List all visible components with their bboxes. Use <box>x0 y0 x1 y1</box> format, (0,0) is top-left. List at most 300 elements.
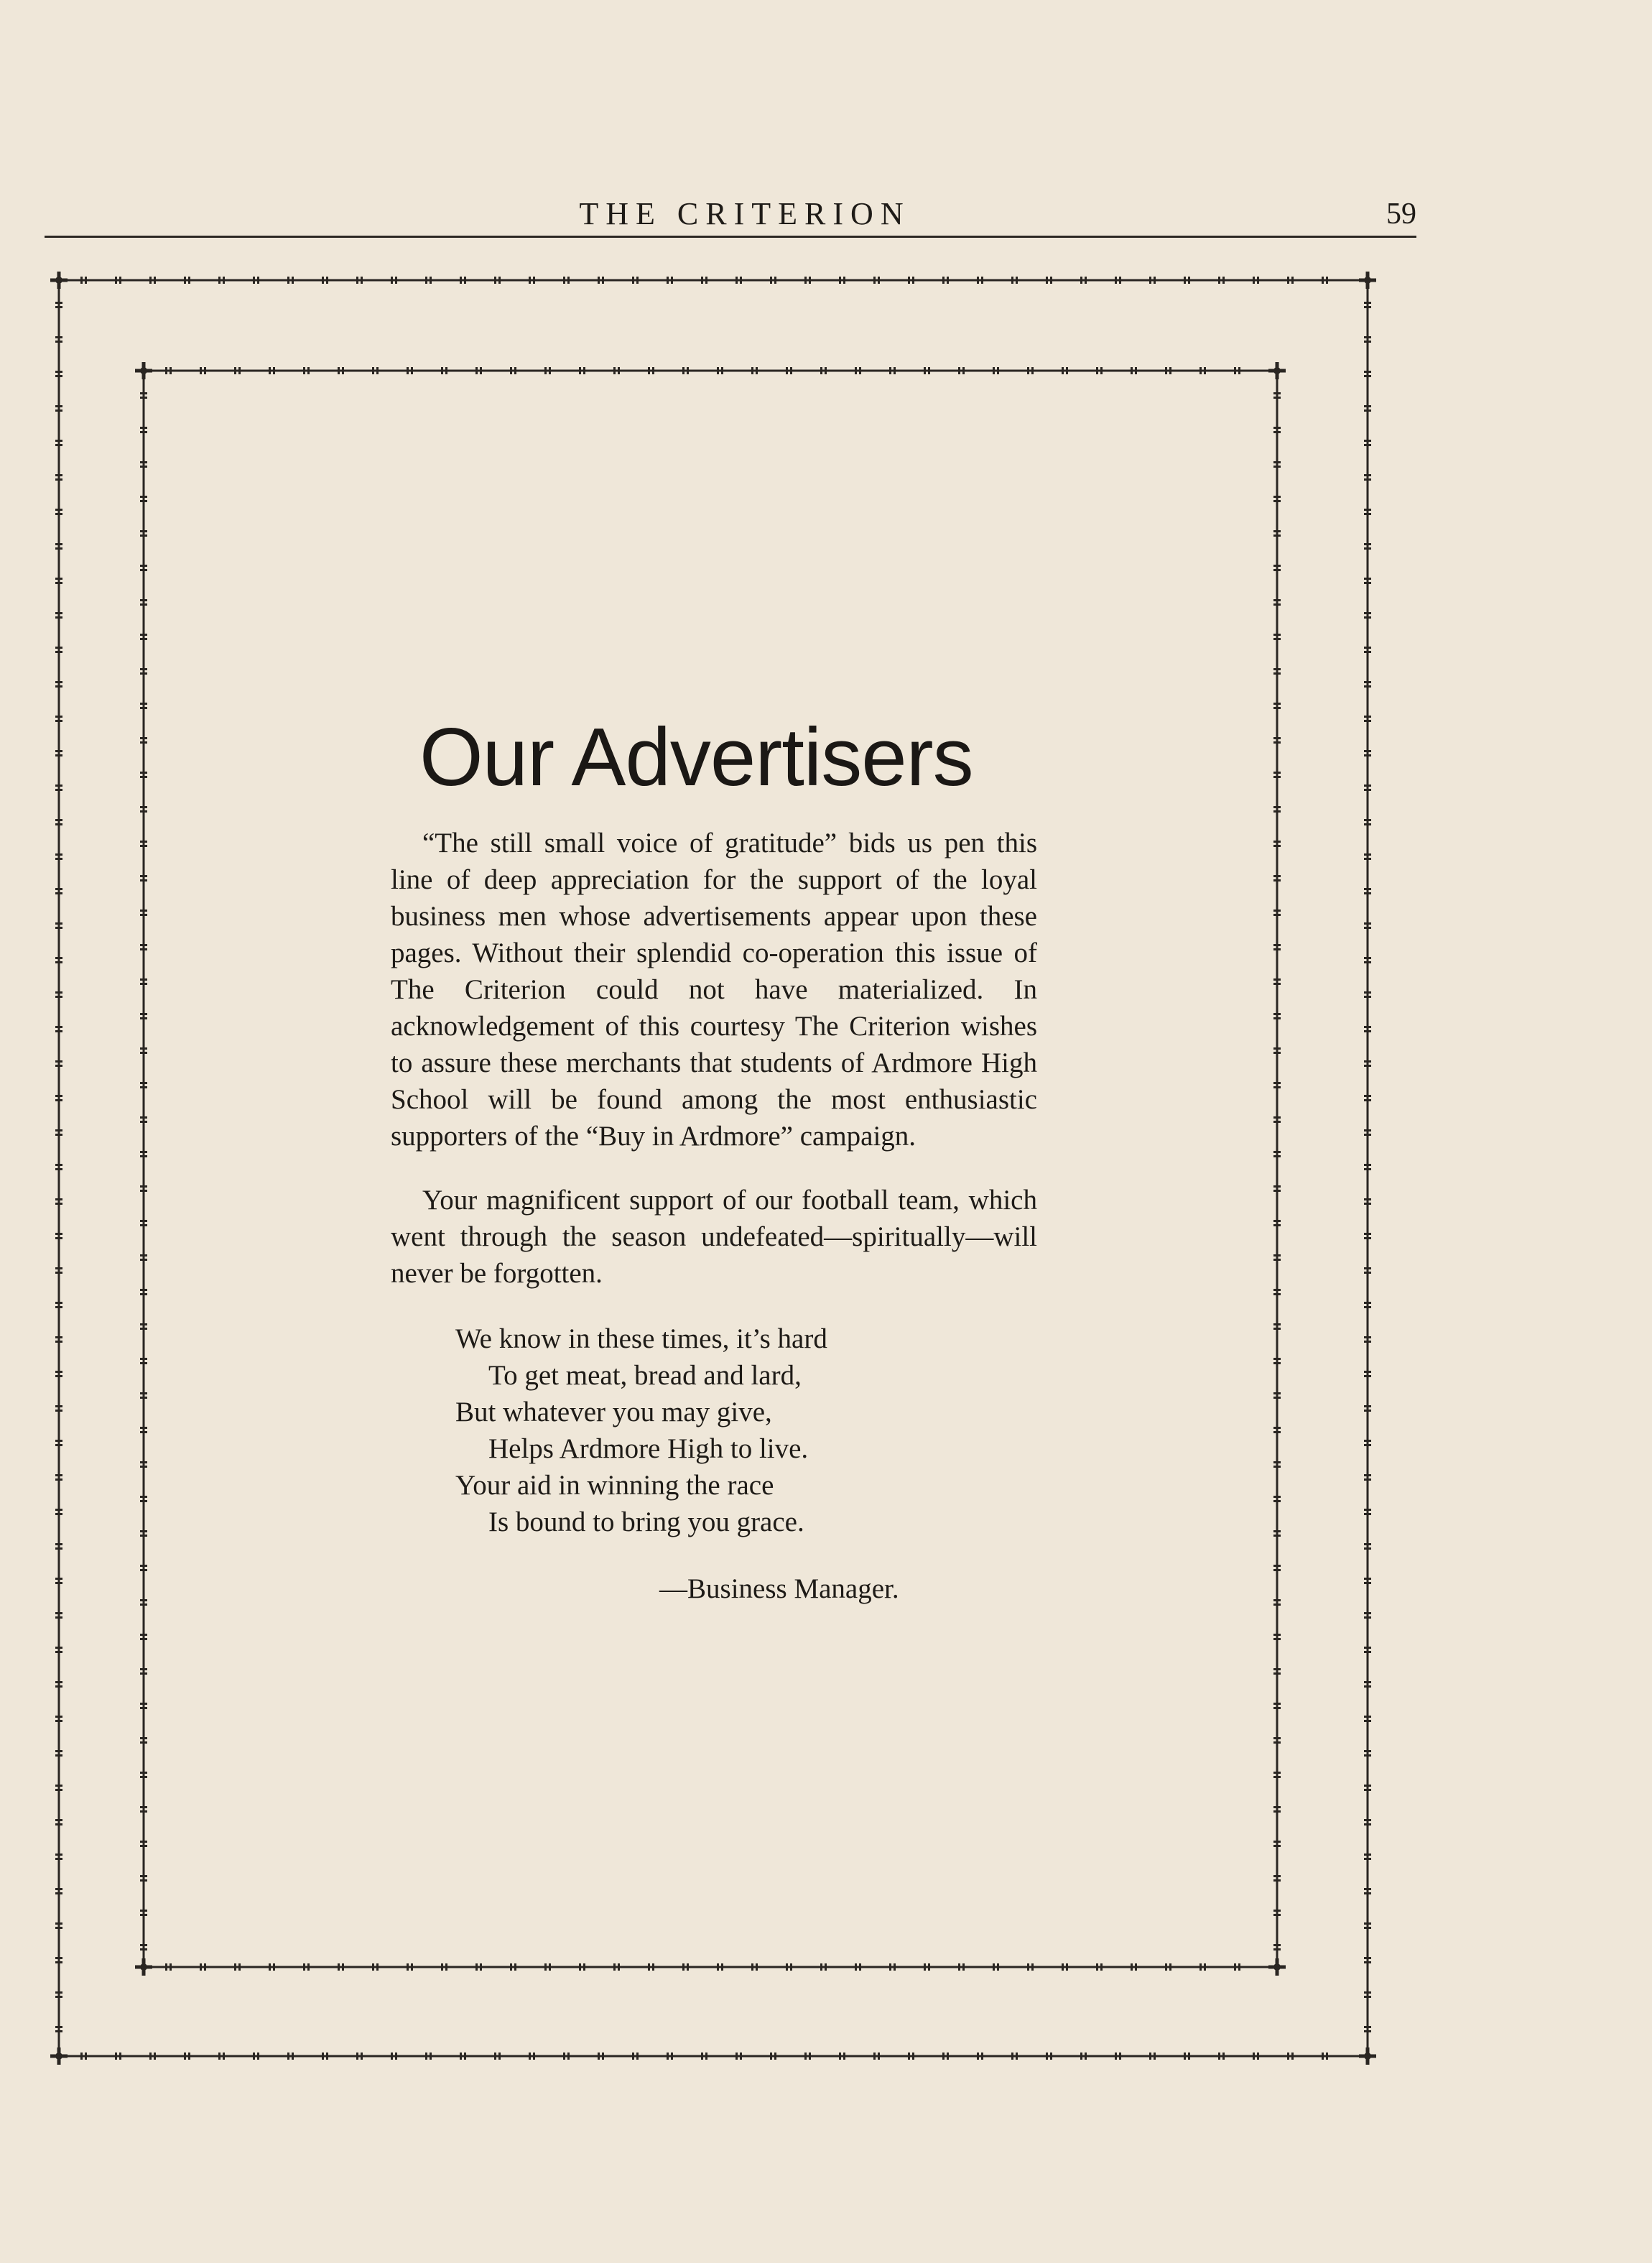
border-ornament-mark <box>1364 1405 1371 1407</box>
border-ornament-mark <box>1273 672 1281 675</box>
border-ornament-mark <box>1364 681 1371 683</box>
border-ornament-mark <box>1016 277 1018 284</box>
border-ornament-mark <box>1364 647 1371 649</box>
border-ornament-mark <box>1273 1431 1281 1433</box>
border-ornament-mark <box>947 2053 949 2060</box>
border-ornament-mark <box>855 1963 857 1971</box>
border-ornament-mark <box>1204 1963 1206 1971</box>
border-ornament-mark <box>1364 306 1371 308</box>
border-ornament-mark <box>1364 277 1371 284</box>
advertisers-note <box>391 704 1037 1607</box>
border-ornament-mark <box>307 367 310 374</box>
border-ornament-mark <box>1273 1397 1281 1399</box>
border-ornament-mark <box>997 367 999 374</box>
border-ornament-mark <box>1322 2053 1324 2060</box>
border-ornament-mark <box>204 1963 206 1971</box>
border-ornament-mark <box>55 547 62 550</box>
border-ornament-mark <box>1364 1961 1371 1963</box>
border-ornament-mark <box>372 1963 374 1971</box>
border-ornament-mark <box>1364 819 1371 821</box>
border-ornament-mark <box>1199 1963 1202 1971</box>
border-ornament-mark <box>889 1963 891 1971</box>
border-ornament-mark <box>1364 1854 1371 1856</box>
border-ornament-mark <box>55 1095 62 1097</box>
border-ornament-mark <box>1204 367 1206 374</box>
border-ornament-mark <box>1273 910 1281 912</box>
border-ornament-mark <box>1273 944 1281 946</box>
border-ornament-mark <box>55 1957 62 1959</box>
border-ornament-mark <box>140 461 147 463</box>
border-ornament-mark <box>140 1599 147 1601</box>
border-ornament-mark <box>140 1569 147 1571</box>
poem-line: Helps Ardmore High to live. <box>488 1433 809 1464</box>
border-ornament-mark <box>1273 565 1281 567</box>
border-ornament-mark <box>1154 277 1156 284</box>
border-ornament-mark <box>55 444 62 446</box>
border-ornament-mark <box>652 367 654 374</box>
border-ornament-mark <box>1273 1358 1281 1360</box>
border-ornament-mark <box>1364 1272 1371 1274</box>
border-ornament-mark <box>894 1963 896 1971</box>
border-ornament-mark <box>1011 2053 1013 2060</box>
border-ornament-mark <box>1364 1819 1371 1821</box>
border-ornament-mark <box>705 2053 707 2060</box>
border-ornament-mark <box>480 1963 482 1971</box>
border-ornament-mark <box>307 1963 310 1971</box>
border-ornament-mark <box>1364 1336 1371 1338</box>
border-ornament-mark <box>1273 367 1281 374</box>
border-ornament-mark <box>1364 1858 1371 1860</box>
border-ornament-mark <box>1096 1963 1098 1971</box>
border-ornament-mark <box>1273 841 1281 843</box>
border-ornament-mark <box>165 1963 167 1971</box>
border-ornament-mark <box>55 819 62 821</box>
border-ornament-mark <box>820 367 822 374</box>
border-ornament-mark <box>894 367 896 374</box>
border-ornament-mark <box>140 603 147 606</box>
border-ornament-mark <box>1364 1888 1371 1890</box>
border-ornament-mark <box>529 2053 531 2060</box>
border-ornament-mark <box>55 647 62 649</box>
border-ornament-mark <box>55 1371 62 1373</box>
border-ornament-mark <box>1273 1017 1281 1019</box>
border-ornament-mark <box>140 1737 147 1739</box>
border-ornament-mark <box>1287 277 1289 284</box>
border-ornament-mark <box>1080 277 1082 284</box>
border-ornament-mark <box>140 1121 147 1123</box>
border-ornament-mark <box>756 367 758 374</box>
border-ornament-mark <box>1322 277 1324 284</box>
border-ornament-mark <box>1364 991 1371 994</box>
border-ornament-mark <box>1364 2026 1371 2028</box>
border-ornament-mark <box>579 367 581 374</box>
border-ornament-mark <box>1273 1254 1281 1257</box>
border-ornament-mark <box>1364 478 1371 481</box>
border-ornament-mark <box>269 1963 271 1971</box>
border-ornament-mark <box>55 1647 62 1649</box>
border-ornament-mark <box>1131 1963 1133 1971</box>
border-ornament-mark <box>55 1543 62 1545</box>
border-ornament-mark <box>441 367 443 374</box>
border-ornament-mark <box>1273 741 1281 744</box>
header-rule <box>45 236 1416 238</box>
border-ornament-mark <box>55 1996 62 1998</box>
border-ornament-mark <box>55 1203 62 1205</box>
border-ornament-mark <box>701 2053 703 2060</box>
border-ornament-mark <box>1273 1328 1281 1330</box>
border-ornament-mark <box>55 1789 62 1791</box>
border-ornament-mark <box>140 845 147 847</box>
border-ornament-mark <box>1154 2053 1156 2060</box>
border-ornament-mark <box>529 277 531 284</box>
border-ornament-mark <box>55 1306 62 1308</box>
border-ornament-mark <box>140 1086 147 1088</box>
border-ornament-mark <box>55 1405 62 1407</box>
border-ornament-mark <box>1273 1323 1281 1325</box>
border-ornament-mark <box>1364 720 1371 722</box>
border-ornament-mark <box>1188 2053 1190 2060</box>
border-ornament-mark <box>1238 1963 1240 1971</box>
border-ornament-mark <box>602 2053 604 2060</box>
border-ornament-mark <box>55 1754 62 1757</box>
border-ornament-mark <box>80 277 83 284</box>
border-ornament-mark <box>1273 1565 1281 1567</box>
border-ornament-mark <box>1273 1190 1281 1192</box>
border-ornament-mark <box>140 1293 147 1295</box>
border-ornament-mark <box>273 1963 275 1971</box>
border-ornament-mark <box>234 367 236 374</box>
border-ornament-mark <box>1364 1582 1371 1584</box>
border-ornament-mark <box>1085 277 1087 284</box>
border-ornament-mark <box>55 1716 62 1718</box>
border-ornament-mark <box>218 277 221 284</box>
border-ornament-mark <box>1364 1612 1371 1614</box>
border-ornament-mark <box>480 367 482 374</box>
border-ornament-mark <box>55 1444 62 1446</box>
border-ornament-mark <box>407 367 409 374</box>
border-ornament-mark <box>579 1963 581 1971</box>
border-ornament-mark <box>1364 1478 1371 1481</box>
border-ornament-mark <box>1364 1651 1371 1653</box>
border-ornament-mark <box>1046 277 1048 284</box>
border-ornament-mark <box>391 277 393 284</box>
border-ornament-mark <box>1234 1963 1236 1971</box>
border-ornament-mark <box>1027 1963 1029 1971</box>
border-ornament-mark <box>1273 1910 1281 1912</box>
border-ornament-mark <box>1273 530 1281 532</box>
border-ornament-mark <box>140 1776 147 1778</box>
border-ornament-mark <box>140 1741 147 1744</box>
border-ornament-mark <box>140 1082 147 1084</box>
border-ornament-mark <box>1273 392 1281 394</box>
border-ornament-mark <box>1100 1963 1103 1971</box>
border-ornament-mark <box>326 277 328 284</box>
border-ornament-mark <box>1364 1547 1371 1550</box>
border-ornament-mark <box>740 2053 742 2060</box>
border-ornament-mark <box>55 823 62 825</box>
border-ornament-mark <box>632 277 634 284</box>
border-ornament-mark <box>55 341 62 343</box>
border-ornament-mark <box>55 716 62 718</box>
border-ornament-mark <box>55 1547 62 1550</box>
border-ornament-mark <box>735 277 738 284</box>
border-ornament-mark <box>475 367 478 374</box>
border-ornament-mark <box>717 367 719 374</box>
border-ornament-mark <box>200 1963 202 1971</box>
border-ornament-mark <box>55 1237 62 1239</box>
border-ornament-mark <box>1273 534 1281 537</box>
paragraph-gratitude: “The still small voice of gratitude” bids us pen this line of deep appreciation for the support of the loyal business men whose advertisements appear upon these pages. Without their splendid co-operation this issue of The Criterion could not have materialized. In acknowledgement of this courtesy The Criterion wishes to assure these merchants that students of Ardmore High School will be found among the most enthusiastic supporters of the “Buy in Ardmore” campaign. <box>391 828 1037 1152</box>
border-ornament-mark <box>322 2053 324 2060</box>
border-ornament-mark <box>154 277 156 284</box>
border-ornament-mark <box>1273 1703 1281 1705</box>
border-ornament-mark <box>55 957 62 959</box>
border-ornament-mark <box>55 1685 62 1688</box>
border-ornament-mark <box>1273 1293 1281 1295</box>
border-ornament-mark <box>618 367 620 374</box>
border-ornament-mark <box>55 1410 62 1412</box>
border-ornament-mark <box>1169 367 1171 374</box>
border-ornament-mark <box>55 2030 62 2032</box>
border-ornament-mark <box>1273 1875 1281 1877</box>
border-ornament-mark <box>140 776 147 778</box>
border-ornament-mark <box>1273 1116 1281 1119</box>
border-ornament-mark <box>460 2053 462 2060</box>
border-ornament-mark <box>55 1336 62 1338</box>
border-ornament-mark <box>1273 1013 1281 1015</box>
border-ornament-mark <box>1364 440 1371 442</box>
border-ornament-mark <box>140 565 147 567</box>
border-ornament-mark <box>1364 750 1371 752</box>
border-ornament-mark <box>170 1963 172 1971</box>
border-ornament-mark <box>1031 367 1034 374</box>
border-ornament-mark <box>809 2053 811 2060</box>
border-ornament-mark <box>1364 1341 1371 1343</box>
border-ornament-mark <box>1364 1754 1371 1757</box>
border-ornament-mark <box>55 754 62 756</box>
border-ornament-mark <box>188 2053 190 2060</box>
border-ornament-mark <box>1273 1603 1281 1606</box>
border-ornament-mark <box>1273 1944 1281 1946</box>
border-ornament-mark <box>671 277 673 284</box>
border-ornament-mark <box>667 277 669 284</box>
border-ornament-mark <box>1364 1306 1371 1308</box>
border-ornament-mark <box>544 367 547 374</box>
border-ornament-mark <box>1273 1841 1281 1843</box>
border-ornament-mark <box>636 2053 639 2060</box>
border-ornament-mark <box>464 2053 466 2060</box>
border-ornament-mark <box>55 1927 62 1929</box>
border-ornament-mark <box>140 1323 147 1325</box>
border-ornament-mark <box>1085 2053 1087 2060</box>
border-ornament-mark <box>687 1963 689 1971</box>
border-ornament-mark <box>326 2053 328 2060</box>
border-ornament-mark <box>1149 277 1151 284</box>
border-ornament-mark <box>55 616 62 619</box>
border-ornament-mark <box>1364 1789 1371 1791</box>
border-ornament-mark <box>1364 1095 1371 1097</box>
border-ornament-mark <box>1050 277 1052 284</box>
border-ornament-mark <box>1364 1616 1371 1619</box>
border-ornament-mark <box>1273 1879 1281 1882</box>
border-ornament-mark <box>140 1155 147 1157</box>
border-ornament-mark <box>55 1858 62 1860</box>
border-ornament-mark <box>140 841 147 843</box>
border-ornament-mark <box>55 474 62 476</box>
border-ornament-mark <box>223 277 225 284</box>
border-ornament-mark <box>140 1254 147 1257</box>
border-ornament-mark <box>751 1963 753 1971</box>
border-ornament-mark <box>567 2053 570 2060</box>
page-header <box>45 193 1416 241</box>
border-ornament-mark <box>322 277 324 284</box>
border-ornament-mark <box>55 578 62 580</box>
border-ornament-mark <box>1364 1440 1371 1442</box>
border-ornament-mark <box>1273 1638 1281 1640</box>
border-ornament-mark <box>1364 1065 1371 1067</box>
border-ornament-mark <box>1364 922 1371 925</box>
border-ornament-mark <box>140 427 147 429</box>
border-ornament-mark <box>721 367 723 374</box>
border-ornament-mark <box>1364 341 1371 343</box>
border-ornament-mark <box>1080 2053 1082 2060</box>
border-ornament-mark <box>140 875 147 877</box>
border-ornament-mark <box>1184 2053 1186 2060</box>
border-ornament-mark <box>55 1612 62 1614</box>
border-ornament-mark <box>1100 367 1103 374</box>
border-ornament-mark <box>292 2053 294 2060</box>
border-ornament-mark <box>55 1375 62 1377</box>
border-ornament-mark <box>55 858 62 860</box>
border-ornament-mark <box>1364 375 1371 377</box>
border-ornament-mark <box>55 375 62 377</box>
border-ornament-mark <box>140 500 147 502</box>
border-ornament-mark <box>55 513 62 515</box>
border-ornament-mark <box>1253 2053 1255 2060</box>
border-ornament-mark <box>859 367 861 374</box>
border-ornament-mark <box>682 367 685 374</box>
border-ornament-mark <box>1273 466 1281 468</box>
border-ornament-mark <box>1273 668 1281 670</box>
border-ornament-mark <box>740 277 742 284</box>
border-ornament-mark <box>55 1961 62 1963</box>
border-ornament-mark <box>361 277 363 284</box>
border-ornament-mark <box>1364 1375 1371 1377</box>
border-ornament-mark <box>908 277 910 284</box>
border-ornament-mark <box>55 371 62 373</box>
border-ornament-mark <box>1257 277 1259 284</box>
border-ornament-mark <box>140 1052 147 1054</box>
border-ornament-mark <box>494 277 496 284</box>
border-ornament-mark <box>55 612 62 614</box>
border-ornament-mark <box>1364 1681 1371 1683</box>
border-ornament-mark <box>1273 1224 1281 1226</box>
border-ornament-mark <box>140 1841 147 1843</box>
border-ornament-mark <box>140 1535 147 1537</box>
border-ornament-mark <box>549 1963 551 1971</box>
border-ornament-mark <box>1273 1634 1281 1636</box>
border-ornament-mark <box>1257 2053 1259 2060</box>
border-ornament-mark <box>790 1963 792 1971</box>
border-ornament-mark <box>218 2053 221 2060</box>
border-ornament-mark <box>735 2053 738 2060</box>
border-ornament-mark <box>55 1651 62 1653</box>
border-ornament-mark <box>1273 707 1281 709</box>
border-ornament-mark <box>1273 1737 1281 1739</box>
border-ornament-mark <box>140 1496 147 1498</box>
border-ornament-mark <box>981 2053 983 2060</box>
border-ornament-mark <box>55 888 62 890</box>
border-ornament-mark <box>981 277 983 284</box>
border-ornament-mark <box>1066 367 1068 374</box>
border-ornament-mark <box>1135 1963 1137 1971</box>
border-ornament-mark <box>140 1806 147 1808</box>
border-ornament-mark <box>200 367 202 374</box>
border-ornament-mark <box>140 1397 147 1399</box>
border-ornament-mark <box>1364 1991 1371 1994</box>
border-ornament-mark <box>445 1963 447 1971</box>
border-ornament-mark <box>140 672 147 675</box>
border-ornament-mark <box>567 277 570 284</box>
border-ornament-mark <box>1165 367 1167 374</box>
border-ornament-mark <box>411 367 413 374</box>
border-ornament-mark <box>1364 1203 1371 1205</box>
border-ornament-mark <box>1364 1371 1371 1373</box>
border-ornament-mark <box>1273 1776 1281 1778</box>
border-ornament-mark <box>1273 1466 1281 1468</box>
border-ornament-mark <box>1273 1086 1281 1088</box>
border-ornament-mark <box>667 2053 669 2060</box>
poem <box>455 1320 1037 1540</box>
poem-line: Is bound to bring you grace. <box>488 1507 804 1537</box>
border-ornament-mark <box>717 1963 719 1971</box>
ad-title: Our Advertisers <box>419 712 973 803</box>
border-ornament-mark <box>1364 785 1371 787</box>
border-ornament-mark <box>55 1578 62 1580</box>
border-ornament-mark <box>786 1963 788 1971</box>
border-ornament-mark <box>140 1638 147 1640</box>
border-ornament-mark <box>55 1582 62 1584</box>
page-number: 59 <box>1386 198 1416 231</box>
border-ornament-mark <box>1016 2053 1018 2060</box>
border-ornament-mark <box>441 1963 443 1971</box>
border-ornament-mark <box>514 367 516 374</box>
border-ornament-mark <box>257 2053 259 2060</box>
border-ornament-mark <box>1364 1927 1371 1929</box>
border-ornament-mark <box>1273 1530 1281 1532</box>
border-ornament-mark <box>55 1164 62 1166</box>
border-ornament-mark <box>993 367 995 374</box>
border-ornament-mark <box>55 2026 62 2028</box>
border-ornament-mark <box>873 2053 876 2060</box>
border-ornament-mark <box>55 685 62 688</box>
border-ornament-mark <box>1364 1996 1371 1998</box>
border-ornament-mark <box>977 2053 979 2060</box>
border-ornament-mark <box>55 1198 62 1200</box>
border-ornament-mark <box>1115 2053 1117 2060</box>
border-ornament-mark <box>1364 1509 1371 1511</box>
border-ornament-mark <box>140 703 147 705</box>
border-ornament-mark <box>1364 1129 1371 1132</box>
border-ornament-mark <box>372 367 374 374</box>
border-ornament-mark <box>140 496 147 498</box>
border-ornament-mark <box>855 367 857 374</box>
border-ornament-mark <box>55 922 62 925</box>
border-ornament-mark <box>1364 1578 1371 1580</box>
border-ornament-mark <box>1273 1500 1281 1502</box>
border-ornament-mark <box>115 277 117 284</box>
border-ornament-mark <box>170 367 172 374</box>
